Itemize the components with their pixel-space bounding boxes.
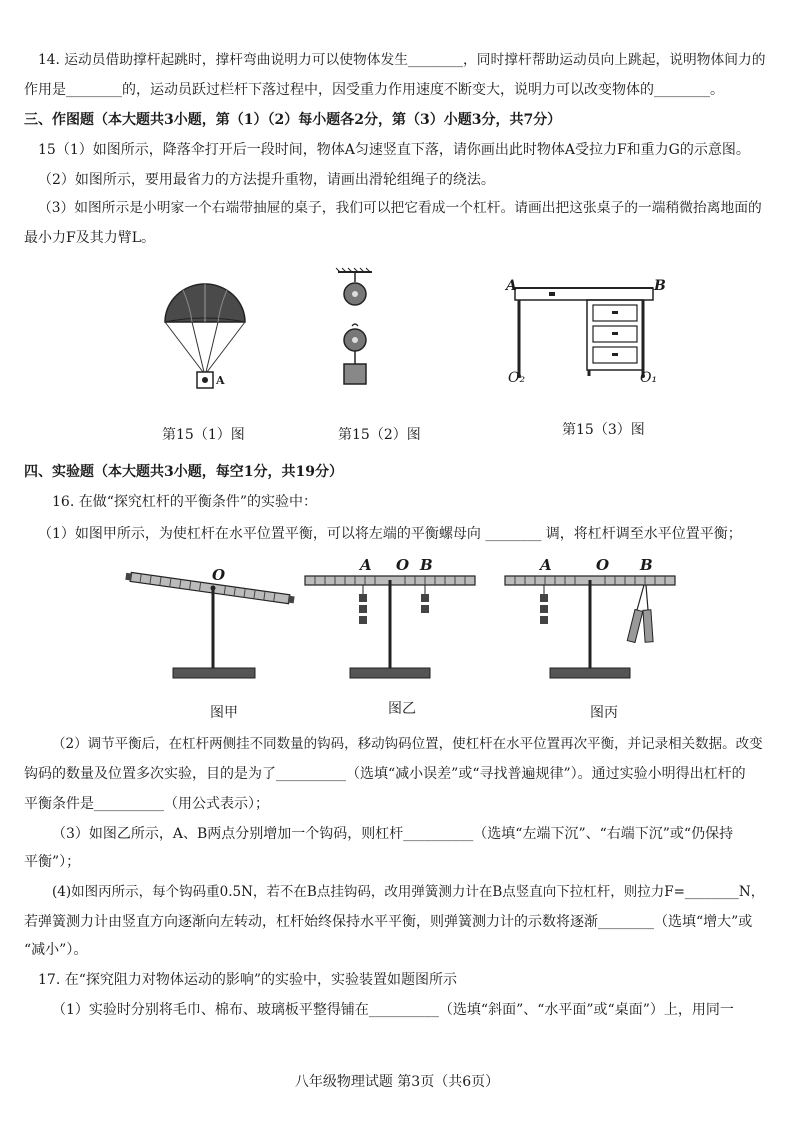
- lever-figure-jia: [125, 560, 295, 685]
- q16-2-text-a: （2）调节平衡后，在杠杆两侧挂不同数量的钩码，移动钩码位置，使杠杆在水平位置再次平衡，并记录相关数据。改变: [52, 736, 763, 752]
- q16-4-text-c: “减小”）。: [24, 942, 88, 958]
- desk-label-b: B: [654, 278, 666, 294]
- section-4-title: 四、实验题（本大题共3小题，每空1分，共19分）: [24, 464, 343, 480]
- caption-yi: 图乙: [388, 701, 416, 717]
- q17-1-text: （1）实验时分别将毛巾、棉布、玻璃板平整得铺在__________（选填“斜面”、“水平面”或“桌面”）上，用同一: [52, 1002, 734, 1018]
- desk-label-o2: O₂: [508, 370, 526, 386]
- caption-15-1: 第15（1）图: [162, 427, 245, 443]
- section-3-title: 三、作图题（本大题共3小题，第（1）（2）每小题各2分，第（3）小题3分，共7分）: [24, 112, 562, 128]
- parachute-figure: [150, 270, 260, 400]
- lever-figure-bing: [500, 570, 680, 685]
- q15-2-text: （2）如图所示，要用最省力的方法提升重物，请画出滑轮组绳子的绕法。: [38, 172, 495, 188]
- caption-15-3: 第15（3）图: [562, 422, 645, 438]
- q16-1-text: （1）如图甲所示，为使杠杆在水平位置平衡，可以将左端的平衡螺母向 ________ 调，将杠杆调至水平位置平衡；: [38, 526, 742, 542]
- q16-4-text-a: (4)如图丙所示，每个钩码重0.5N，若不在B点挂钩码，改用弹簧测力计在B点竖直向下拉杠杆，则拉力F=________N，: [52, 884, 765, 900]
- caption-jia: 图甲: [210, 705, 238, 721]
- desk-label-o1: O₁: [640, 370, 658, 386]
- q16-4-text-b: 若弹簧测力计由竖直方向逐渐向左转动，杠杆始终保持水平平衡，则弹簧测力计的示数将逐渐________（选填“增大”或: [24, 914, 753, 930]
- page-footer: 八年级物理试题 第3页（共6页）: [294, 1074, 500, 1090]
- q15-3-text-b: 最小力F及其力臂L。: [24, 230, 156, 246]
- q14-line-2: 作用是________的，运动员跃过栏杆下落过程中，因受重力作用速度不断变大，说明力可以改变物体的________。: [24, 82, 724, 98]
- q16-3-text-a: （3）如图乙所示，A、B两点分别增加一个钩码，则杠杆__________（选填“左端下沉”、“右端下沉”或“仍保持: [52, 826, 734, 842]
- yi-label-a: A: [360, 556, 372, 574]
- parachute-label-a: A: [216, 374, 225, 387]
- q17-intro: 17. 在“探究阻力对物体运动的影响”的实验中，实验装置如题图所示: [38, 972, 458, 988]
- bing-label-a: A: [540, 556, 552, 574]
- yi-label-b: B: [420, 556, 433, 574]
- q15-1-text: 15（1）如图所示，降落伞打开后一段时间，物体A匀速竖直下落，请你画出此时物体A受拉力F和重力G的示意图。: [38, 142, 750, 158]
- desk-label-a: A: [506, 278, 517, 294]
- q16-intro: 16. 在做“探究杠杆的平衡条件”的实验中：: [52, 494, 318, 510]
- bing-label-b: B: [640, 556, 653, 574]
- q16-3-text-b: 平衡”）；: [24, 854, 81, 870]
- jia-label-o: O: [212, 566, 226, 584]
- q16-2-text-c: 平衡条件是__________（用公式表示）；: [24, 796, 269, 812]
- lever-figure-yi: [300, 570, 480, 685]
- q14-line-1: 14. 运动员借助撑杆起跳时，撑杆弯曲说明力可以使物体发生________，同时撑杆帮助运动员向上跳起，说明物体间力的: [38, 52, 766, 68]
- caption-15-2: 第15（2）图: [338, 427, 421, 443]
- bing-label-o: O: [596, 556, 610, 574]
- caption-bing: 图丙: [590, 705, 618, 721]
- q15-3-text-a: （3）如图所示是小明家一个右端带抽屉的桌子，我们可以把它看成一个杠杆。请画出把这张桌子的一端稍微抬离地面的: [38, 200, 762, 216]
- q16-2-text-b: 钩码的数量及位置多次实验，目的是为了__________（选填“减小误差”或“寻找普遍规律”）。通过实验小明得出杠杆的: [24, 766, 746, 782]
- pulley-figure: [330, 268, 380, 398]
- yi-label-o: O: [396, 556, 410, 574]
